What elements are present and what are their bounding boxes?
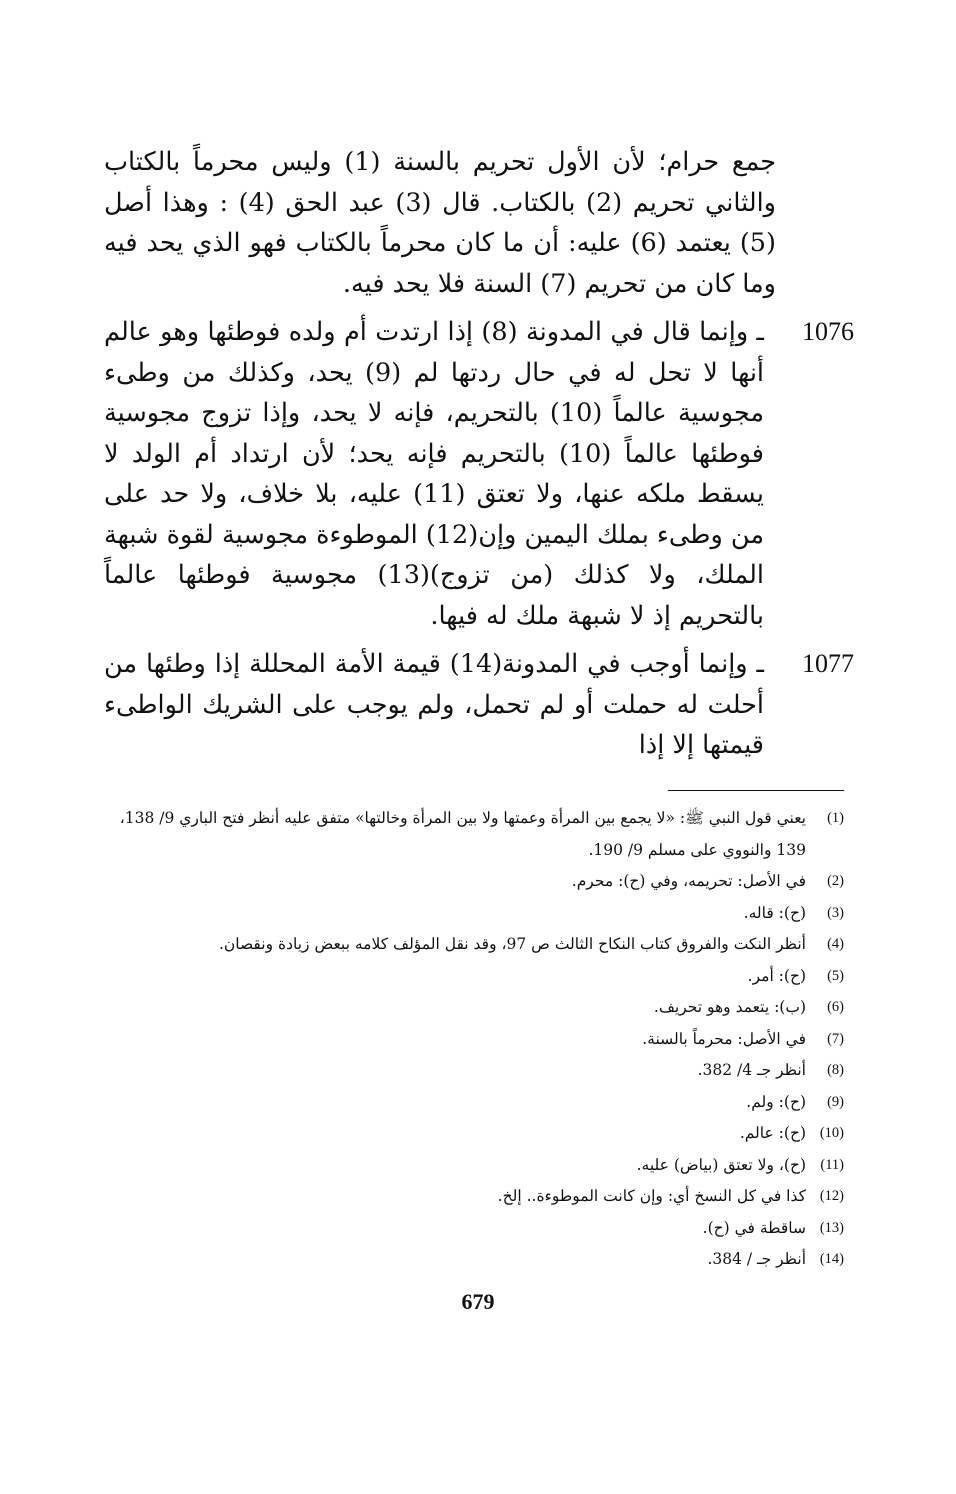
footnote (108, 1024, 844, 1056)
footnote (108, 1150, 844, 1182)
footnote-number: (4) (827, 936, 844, 952)
footnote-number: (3) (827, 904, 844, 921)
paragraph-text: ـ وإنما أوجب في المدونة(14) قيمة الأمة المحللة إذا وطئها من أحلت له حملت أو لم تحمل، ولم يوجب على الشريك الواطىء قيمتها إلا إذا (104, 649, 765, 760)
footnote-number: (8) (827, 1062, 844, 1078)
paragraph-number: 1077 (802, 649, 854, 678)
footnote-text: أنظر جـ 4/ 382. (697, 1061, 806, 1079)
footnote (108, 1181, 844, 1213)
footnote-text: (ح): عالم. (739, 1124, 806, 1142)
footnote-number: (11) (820, 1156, 844, 1173)
footnote-number: (12) (819, 1188, 844, 1204)
continuation-paragraph: جمع حرام؛ لأن الأول تحريم بالسنة (1) وليس محرماً بالكتاب والثاني تحريم (2) بالكتاب. قال (3) عبد الحق (4) : وهذا أصل (5) يعتمد (6) عليه: أن ما كان محرماً بالكتاب فهو الذي يحد فيه وما كان من تحريم (7) السنة فلا يحد فيه. (104, 147, 776, 299)
paragraph-1077 (104, 644, 852, 766)
footnote-text: كذا في كل النسخ أي: وإن كانت الموطوءة.. إلخ. (497, 1187, 806, 1205)
footnote-text: في الأصل: محرماً بالسنة. (642, 1029, 806, 1048)
footnotes (108, 803, 844, 1276)
footnote-text: ساقطة في (ح). (702, 1218, 806, 1237)
footnote-text: أنظر جـ / 384. (707, 1250, 806, 1268)
footnote-text: (ح): ولم. (746, 1092, 806, 1111)
footnote (108, 1055, 844, 1087)
footnote-text: (ح)، ولا تعتق (بياض) عليه. (636, 1155, 806, 1174)
footnote (108, 1244, 844, 1276)
page-number: 679 (461, 1289, 495, 1314)
footnote-number: (13) (819, 1219, 844, 1236)
paragraph-number: 1076 (802, 317, 854, 346)
footnote-number: (9) (827, 1093, 844, 1110)
footnote-number: (2) (827, 873, 844, 889)
footnote-number: (1) (827, 810, 844, 826)
footnote-number: (7) (827, 1030, 844, 1047)
footnote-text: أنظر النكت والفروق كتاب النكاح الثالث ص 97، وقد نقل المؤلف كلامه ببعض زيادة ونقصان. (218, 935, 806, 953)
footnote (108, 929, 844, 961)
footnote-separator (668, 790, 844, 791)
footnote (108, 1118, 844, 1150)
footnote (108, 898, 844, 930)
footnote-text: (ب): يتعمد وهو تحريف. (653, 998, 806, 1016)
footnote-number: (14) (819, 1251, 844, 1267)
footnote (108, 992, 844, 1024)
footnote-number: (6) (827, 999, 844, 1015)
footnote-text: يعني قول النبي ﷺ: «لا يجمع بين المرأة وعمتها ولا بين المرأة وخالتها» متفق عليه أنظر فتح الباري 9/ 138، 139 والنووي على مسلم 9/ 190. (119, 809, 806, 859)
footnote (108, 803, 844, 866)
footnote-number: (10) (819, 1125, 844, 1141)
footnote-number: (5) (827, 967, 844, 984)
footnote (108, 1213, 844, 1245)
paragraph-text: ـ وإنما قال في المدونة (8) إذا ارتدت أم ولده فوطئها وهو عالم أنها لا تحل له في حال ردتها لم (9) يحد، وكذلك من وطىء مجوسية عالماً (10) بالتحريم، فإنه لا يحد، وإذا تزوج مجوسية فوطئها عالماً (10) بالتحريم فإنه يحد؛ لأن ارتداد أم الولد لا يسقط ملكه عنها، ولا تعتق (11) عليه، بلا خلاف، ولا حد على من وطىء بملك اليمين وإن(12) الموطوءة مجوسية لقوة شبهة الملك، ولا كذلك (من تزوج)(13) مجوسية فوطئها عالماً بالتحريم إذ لا شبهة ملك له فيها. (104, 317, 765, 631)
footnote (108, 961, 844, 993)
footnote-text: (ح): قاله. (743, 903, 806, 922)
main-text (104, 142, 852, 766)
footnote (108, 1087, 844, 1119)
paragraph-1076 (104, 312, 852, 636)
footnote-text: (ح): أمر. (747, 966, 806, 985)
footnote (108, 866, 844, 898)
footnote-text: في الأصل: تحريمه، وفي (ح): محرم. (571, 872, 806, 890)
